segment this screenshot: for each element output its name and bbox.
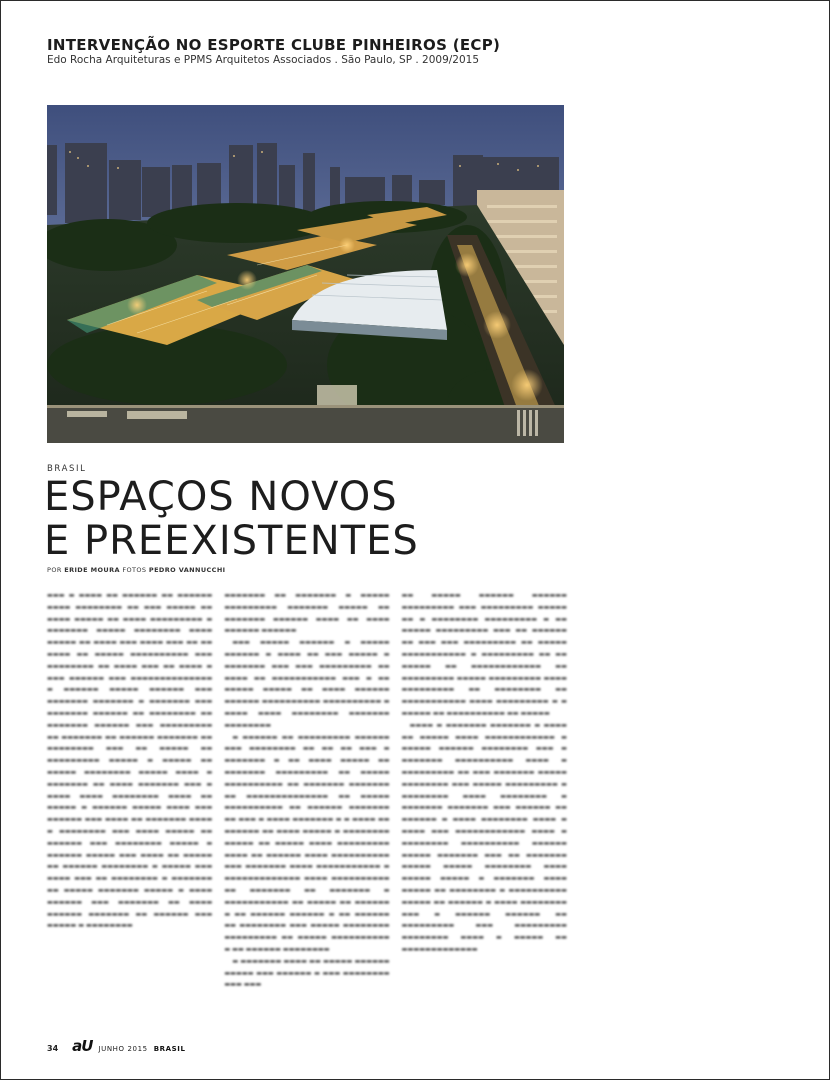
footer-section: BRASIL [153,1045,186,1053]
byline-photographer: PEDRO VANNUCCHI [148,566,226,574]
byline-prefix: POR [47,566,62,574]
body-column-1: ▬▬▬ ▬ ▬▬▬▬ ▬▬ ▬▬▬▬▬▬ ▬▬ ▬▬▬▬▬▬ ▬▬▬▬ ▬▬▬▬▬▬▬▬ ▬▬ ▬▬▬ ▬▬▬▬▬ ▬▬ ▬▬▬▬ ▬▬▬▬▬ ▬▬ ▬▬▬▬ ▬▬▬▬▬▬▬▬▬ ▬ ▬▬▬▬▬▬▬ ▬▬▬▬▬ ▬▬▬▬▬▬▬▬ ▬▬▬▬ ▬▬▬▬▬ ▬▬ ▬▬▬▬ ▬▬▬ ▬▬▬▬ ▬▬▬ ▬▬ ▬▬ ▬▬▬▬ ▬▬ ▬▬▬▬▬ ▬▬▬▬▬▬▬▬▬▬ ▬▬▬ ▬▬▬▬▬▬▬▬ ▬▬ ▬▬▬▬ ▬▬▬ ▬▬ ▬▬▬▬ ▬ ▬▬▬ ▬▬▬▬▬▬ ▬▬▬ ▬▬▬▬▬▬▬▬▬▬▬▬▬▬ ▬ ▬▬▬▬▬▬ ▬▬▬▬▬ ▬▬▬▬▬▬ ▬▬▬ ▬▬▬▬▬▬▬ ▬▬▬▬▬▬▬ ▬ ▬▬▬▬▬▬▬ ▬▬▬ ▬▬▬▬▬▬▬ ▬▬▬▬▬▬ ▬▬ ▬▬▬▬▬▬▬▬ ▬▬ ▬▬▬▬▬▬▬ ▬▬▬▬▬▬ ▬▬▬ ▬▬▬▬▬▬▬▬▬ ▬▬ ▬▬▬▬▬▬▬ ▬▬ ▬▬▬▬▬▬ ▬▬▬▬▬▬▬ ▬▬ ▬▬▬▬▬▬▬▬ ▬▬▬ ▬▬ ▬▬▬▬▬ ▬▬ ▬▬▬▬▬▬▬▬▬ ▬▬▬▬▬ ▬ ▬▬▬▬▬ ▬▬ ▬▬▬▬▬ ▬▬▬▬▬▬▬▬ ▬▬▬▬▬ ▬▬▬▬ ▬ ▬▬▬▬▬▬▬ ▬▬ ▬▬▬▬ ▬▬▬▬▬▬▬ ▬▬▬ ▬ ▬▬▬▬ ▬▬▬▬ ▬▬▬▬▬▬▬▬ ▬▬▬▬ ▬▬ ▬▬▬▬▬ ▬ ▬▬▬▬▬▬ ▬▬▬▬▬ ▬▬▬▬ ▬▬▬ ▬▬▬▬▬▬ ▬▬▬ ▬▬▬▬ ▬▬ ▬▬▬▬▬▬▬ ▬▬▬▬ ▬ ▬▬▬▬▬▬▬▬ ▬▬▬ ▬▬▬▬ ▬▬▬▬▬ ▬▬ ▬▬▬▬▬▬ ▬▬▬ ▬▬▬▬▬▬▬▬ ▬▬▬▬▬ ▬ ▬▬▬▬▬▬ ▬▬▬▬▬ ▬▬▬ ▬▬▬▬ ▬▬ ▬▬▬▬▬ ▬▬ ▬▬▬▬▬▬ ▬▬▬▬▬▬▬▬ ▬ ▬▬▬▬▬ ▬▬▬ ▬▬▬▬ ▬▬▬ ▬▬ ▬▬▬▬▬▬▬▬ ▬ ▬▬▬▬▬▬▬ ▬▬ ▬▬▬▬▬ ▬▬▬▬▬▬▬ ▬▬▬▬▬ ▬ ▬▬▬▬ ▬▬▬▬▬▬ ▬▬▬ ▬▬▬▬▬▬▬ ▬▬ ▬▬▬▬ ▬▬▬▬▬▬ ▬▬▬▬▬▬▬ ▬▬ ▬▬▬▬▬▬ ▬▬▬ ▬▬▬▬▬ ▬ ▬▬▬▬▬▬▬▬ [47,592,213,930]
body-column-3: ▬▬ ▬▬▬▬▬ ▬▬▬▬▬▬ ▬▬▬▬▬▬ ▬▬▬▬▬▬▬▬▬ ▬▬▬ ▬▬▬▬▬▬▬▬▬ ▬▬▬▬▬ ▬▬ ▬ ▬▬▬▬▬▬▬▬ ▬▬▬▬▬▬▬▬▬ ▬ ▬▬ ▬▬▬▬▬ ▬▬▬▬▬▬▬▬▬ ▬▬▬ ▬▬ ▬▬▬▬▬▬ ▬▬ ▬▬▬ ▬▬▬ ▬▬▬▬▬▬▬▬▬ ▬▬ ▬▬▬▬▬ ▬▬▬▬▬▬▬▬▬▬▬ ▬ ▬▬▬▬▬▬▬▬▬ ▬▬ ▬▬ ▬▬▬▬▬ ▬▬ ▬▬▬▬▬▬▬▬▬▬▬▬ ▬▬ ▬▬▬▬▬▬▬▬▬ ▬▬▬▬▬ ▬▬▬▬▬▬▬▬▬ ▬▬▬▬ ▬▬▬▬▬▬▬▬▬ ▬▬ ▬▬▬▬▬▬▬▬ ▬▬ ▬▬▬▬▬▬▬▬▬▬▬ ▬▬▬▬ ▬▬▬▬▬▬▬▬▬ ▬ ▬ ▬▬▬▬▬ ▬▬ ▬▬▬▬▬▬▬▬▬▬ ▬▬ ▬▬▬▬▬ ▬▬▬▬ ▬ ▬▬▬▬▬▬▬ ▬▬▬▬▬▬▬ ▬ ▬▬▬▬ ▬▬ ▬▬▬▬▬ ▬▬▬▬ ▬▬▬▬▬▬▬▬▬▬▬▬ ▬ ▬▬▬▬▬ ▬▬▬▬▬▬ ▬▬▬▬▬▬▬▬ ▬▬▬ ▬ ▬▬▬▬▬▬▬ ▬▬▬▬▬▬▬▬▬▬ ▬▬▬▬ ▬ ▬▬▬▬▬▬▬▬▬ ▬▬ ▬▬▬ ▬▬▬▬▬▬▬ ▬▬▬▬▬ ▬▬▬▬▬▬▬▬ ▬▬▬ ▬▬▬▬▬ ▬▬▬▬▬▬▬▬▬ ▬ ▬▬▬▬▬▬▬▬ ▬▬▬▬ ▬▬▬▬▬▬▬▬ ▬ ▬▬▬▬▬▬▬ ▬▬▬▬▬▬▬ ▬▬▬ ▬▬▬▬▬▬ ▬▬ ▬▬▬▬▬▬ ▬ ▬▬▬▬ ▬▬▬▬▬▬▬▬ ▬▬▬▬ ▬ ▬▬▬▬ ▬▬▬ ▬▬▬▬▬▬▬▬▬▬▬▬ ▬▬▬▬ ▬ ▬▬▬▬▬▬▬▬ ▬▬▬▬▬▬▬▬▬▬ ▬▬▬▬▬▬ ▬▬▬▬▬ ▬▬▬▬▬▬▬ ▬▬▬ ▬▬ ▬▬▬▬▬▬▬ ▬▬▬▬▬ ▬▬▬▬▬ ▬▬▬▬▬▬▬▬ ▬▬▬▬ ▬▬▬▬▬ ▬▬▬▬▬ ▬ ▬▬▬▬▬▬▬ ▬▬▬▬ ▬▬▬▬▬ ▬▬ ▬▬▬▬▬▬▬▬ ▬ ▬▬▬▬▬▬▬▬▬▬ ▬▬▬▬▬ ▬▬ ▬▬▬▬▬▬ ▬ ▬▬▬▬ ▬▬▬▬▬▬▬▬ ▬▬▬ ▬ ▬▬▬▬▬▬ ▬▬▬▬▬▬ ▬▬ ▬▬▬▬▬▬▬▬▬ ▬▬▬ ▬▬▬▬▬▬▬▬▬ ▬▬▬▬▬▬▬▬ ▬▬▬▬ ▬ ▬▬▬▬▬ ▬▬ ▬▬▬▬▬▬▬▬▬▬▬▬▬ [401,592,567,953]
page-number: 34 [47,1044,59,1053]
section-label: BRASIL [47,464,87,474]
project-title: INTERVENÇÃO NO ESPORTE CLUBE PINHEIROS (ECP) [47,36,501,54]
magazine-logo: aU [72,1037,93,1055]
byline-photos-prefix: FOTOS [122,566,147,574]
body-text-columns [47,590,567,992]
headline-line-1: ESPAÇOS NOVOS [44,474,398,520]
headline-line-2: E PREEXISTENTES [44,518,419,564]
project-credits: Edo Rocha Arquiteturas e PPMS Arquitetos Associados . São Paulo, SP . 2009/2015 [47,54,480,66]
byline [47,566,226,574]
article-headline [44,475,419,563]
aerial-night-photo [47,105,564,443]
issue-date: JUNHO 2015 [98,1045,148,1053]
body-column-2: ▬▬▬▬▬▬▬ ▬▬ ▬▬▬▬▬▬▬ ▬ ▬▬▬▬▬ ▬▬▬▬▬▬▬▬▬ ▬▬▬▬▬▬▬ ▬▬▬▬▬ ▬▬ ▬▬▬▬▬▬▬ ▬▬▬▬▬▬ ▬▬▬▬ ▬▬ ▬▬▬▬ ▬▬▬▬▬▬ ▬▬▬▬▬▬ ▬▬▬ ▬▬▬▬▬ ▬▬▬▬▬▬ ▬ ▬▬▬▬▬ ▬▬▬▬▬▬ ▬ ▬▬▬▬ ▬▬ ▬▬▬ ▬▬▬▬▬ ▬ ▬▬▬▬▬▬▬ ▬▬▬ ▬▬▬ ▬▬▬▬▬▬▬▬▬ ▬▬ ▬▬▬▬ ▬▬ ▬▬▬▬▬▬▬▬▬▬▬ ▬▬▬ ▬ ▬▬ ▬▬▬▬▬ ▬▬▬▬▬ ▬▬ ▬▬▬▬ ▬▬▬▬▬▬ ▬▬▬▬▬▬ ▬▬▬▬▬▬▬▬▬▬ ▬▬▬▬▬▬▬▬▬▬ ▬ ▬▬▬▬ ▬▬▬▬ ▬▬▬▬▬▬▬▬ ▬▬▬▬▬▬▬ ▬▬▬▬▬▬▬▬ ▬ ▬▬▬▬▬▬ ▬▬ ▬▬▬▬▬▬▬▬▬ ▬▬▬▬▬▬ ▬▬▬ ▬▬▬▬▬▬▬▬ ▬▬ ▬▬ ▬▬ ▬▬▬ ▬ ▬▬▬▬▬▬▬ ▬ ▬▬ ▬▬▬▬ ▬▬▬▬▬ ▬▬ ▬▬▬▬▬▬▬ ▬▬▬▬▬▬▬▬▬ ▬▬ ▬▬▬▬▬ ▬▬▬▬▬▬▬▬▬▬ ▬▬ ▬▬▬▬▬▬▬ ▬▬▬▬▬▬▬ ▬▬ ▬▬▬▬▬▬▬▬▬▬▬▬▬▬ ▬▬ ▬▬▬▬▬ ▬▬▬▬▬▬▬▬▬▬ ▬▬ ▬▬▬▬▬▬ ▬▬▬▬▬▬▬ ▬▬ ▬▬▬ ▬ ▬▬▬▬ ▬▬▬▬▬▬▬ ▬ ▬ ▬▬▬▬ ▬▬ ▬▬▬▬▬▬ ▬▬ ▬▬▬▬ ▬▬▬▬▬ ▬ ▬▬▬▬▬▬▬▬ ▬▬▬▬▬ ▬▬ ▬▬▬▬▬ ▬▬▬▬ ▬▬▬▬▬▬▬▬▬ ▬▬▬▬ ▬▬ ▬▬▬▬▬▬ ▬▬▬▬ ▬▬▬▬▬▬▬▬▬▬ ▬▬▬ ▬▬▬▬▬▬▬ ▬▬▬▬ ▬▬▬▬▬▬▬▬▬▬▬ ▬ ▬▬▬▬▬▬▬▬▬▬▬▬▬ ▬▬▬▬ ▬▬▬▬▬▬▬▬▬▬ ▬▬ ▬▬▬▬▬▬▬ ▬▬ ▬▬▬▬▬▬▬ ▬ ▬▬▬▬▬▬▬▬▬▬▬ ▬▬ ▬▬▬▬▬ ▬▬ ▬▬▬▬▬▬ ▬ ▬▬ ▬▬▬▬▬▬ ▬▬▬▬▬▬ ▬ ▬▬ ▬▬▬▬▬▬ ▬▬ ▬▬▬▬▬▬▬▬ ▬▬▬ ▬▬▬▬▬ ▬▬▬▬▬▬▬▬ ▬▬▬▬▬▬▬▬▬ ▬▬ ▬▬▬▬▬ ▬▬▬▬▬▬▬▬▬▬ ▬ ▬▬ ▬▬▬▬▬▬ ▬▬▬▬▬▬▬▬ ▬ ▬▬▬▬▬▬▬ ▬▬▬▬ ▬▬ ▬▬▬▬▬ ▬▬▬▬▬▬ ▬▬▬▬▬ ▬▬▬ ▬▬▬▬▬▬ ▬ ▬▬▬ ▬▬▬▬▬▬▬▬ ▬▬▬ ▬▬▬ [224,592,390,989]
byline-author: ERIDE MOURA [64,566,120,574]
page-footer [47,1037,186,1055]
